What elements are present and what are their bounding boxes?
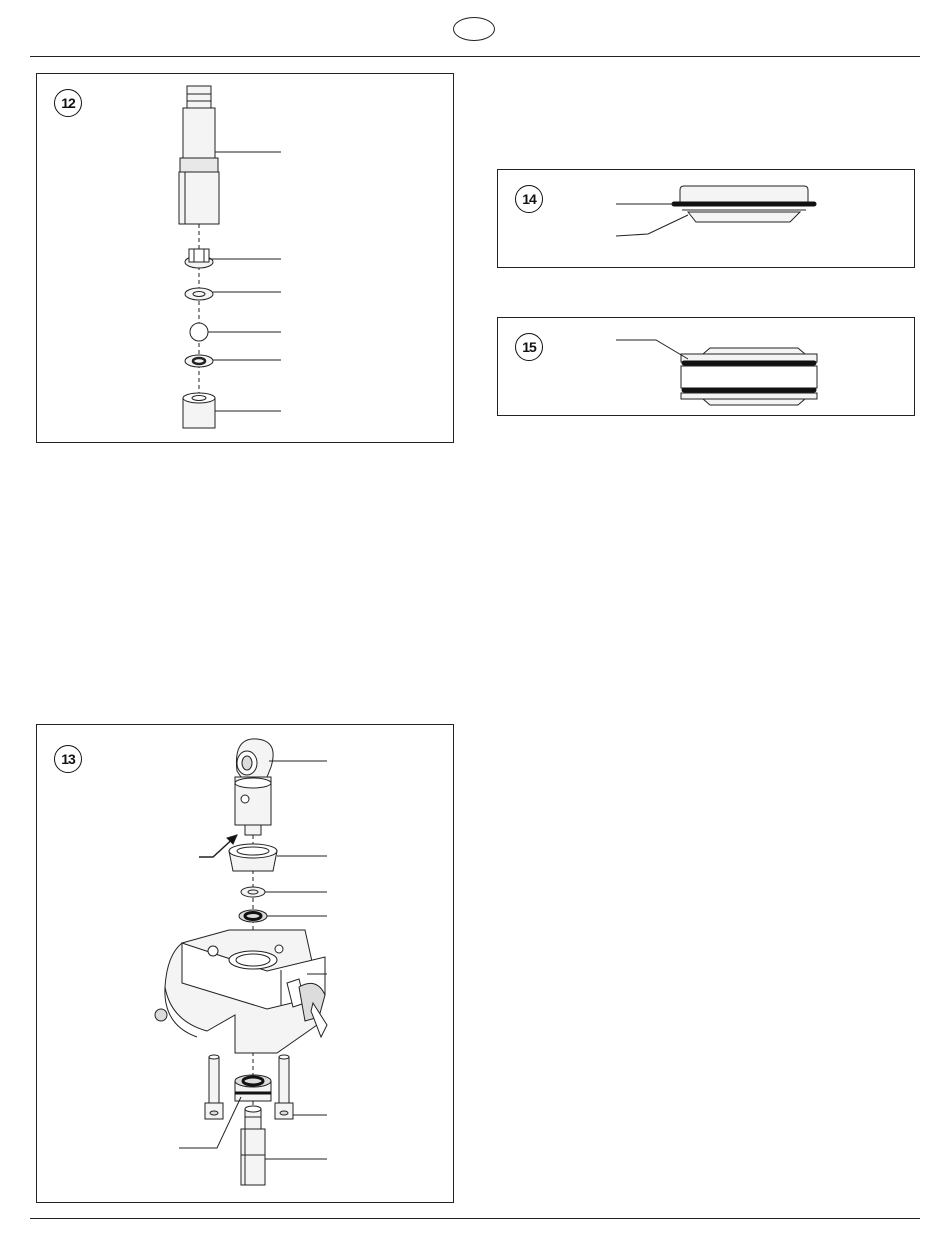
upper-seal-part: [239, 910, 267, 922]
figure-12-panel: [36, 73, 454, 443]
page-language-marker: [453, 17, 495, 41]
figure-12-number: 12: [54, 89, 82, 117]
figure-15-leaders: [616, 340, 688, 359]
swivel-elbow-part: [235, 739, 273, 835]
figure-14-drawing: [498, 170, 914, 267]
lower-valve-housing-part: [241, 1106, 265, 1185]
union-nut-part: [229, 844, 277, 871]
figure-15-number: 15: [515, 333, 543, 361]
footer-rule: [30, 1218, 920, 1219]
figure-15-drawing: [498, 318, 914, 415]
piston-rod-part: [179, 86, 219, 224]
cylinder-seal-part: [681, 348, 817, 405]
figure-13-number: 13: [54, 745, 82, 773]
lower-seal-part: [235, 1075, 271, 1101]
cap-screw-left-part: [205, 1055, 223, 1119]
valve-ball-part: [190, 323, 208, 341]
figure-13-drawing: [37, 725, 453, 1202]
figure-13-panel: [36, 724, 454, 1203]
figure-15-panel: [497, 317, 915, 416]
valve-cage-part: [185, 249, 213, 268]
pump-body-part: [155, 930, 327, 1053]
washer-part: [241, 887, 265, 897]
piston-seal-part: [674, 186, 814, 222]
figure-14-number: 14: [515, 185, 543, 213]
washer-part: [185, 288, 213, 300]
piston-nut-part: [183, 393, 215, 428]
cap-screw-right-part: [275, 1055, 293, 1119]
figure-14-panel: [497, 169, 915, 268]
figure-12-drawing: [37, 74, 453, 442]
figure-14-leaders: [616, 204, 688, 236]
header-rule: [30, 56, 920, 57]
valve-seat-part: [185, 355, 213, 367]
